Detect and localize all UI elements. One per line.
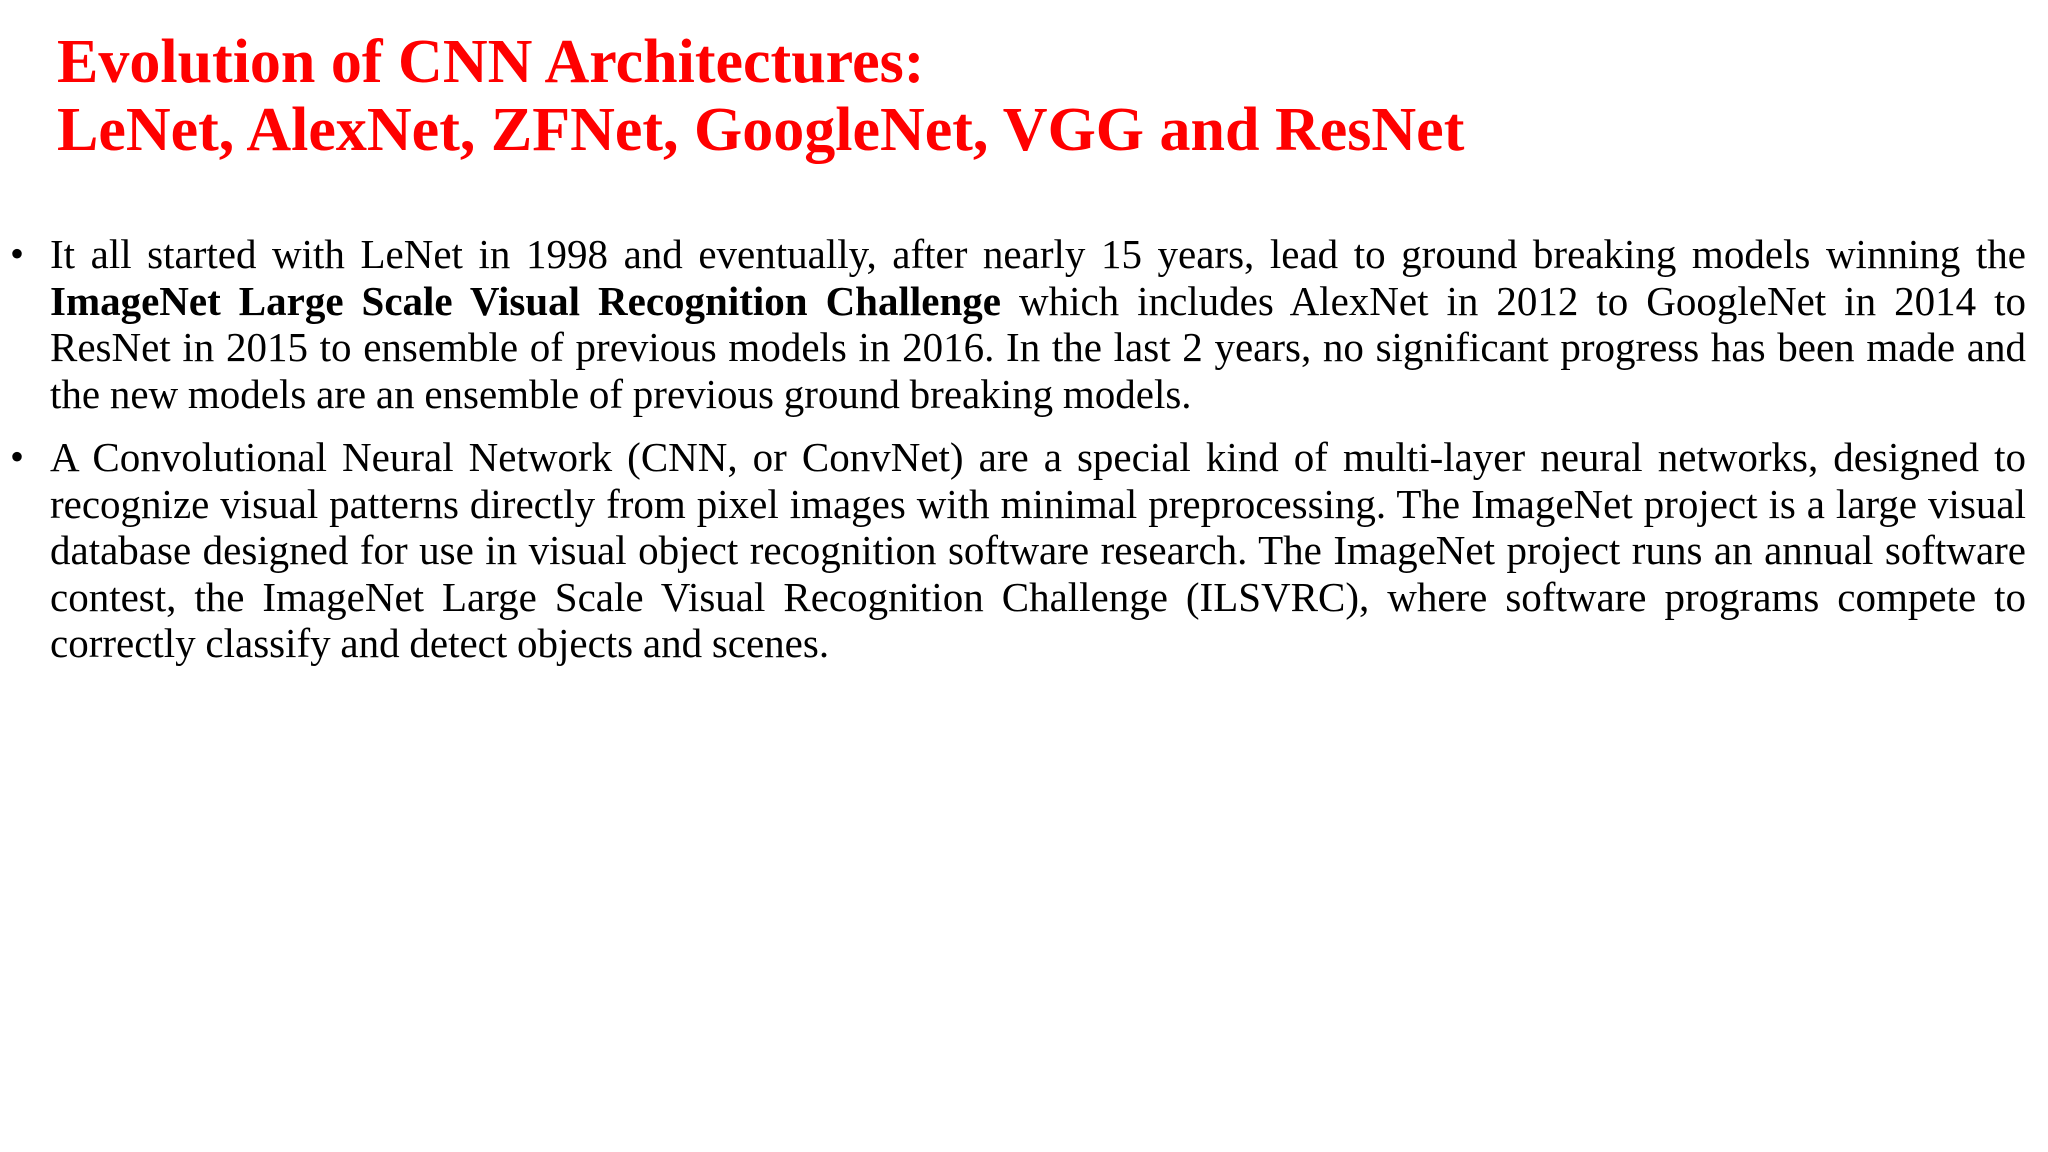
bullet-list [0, 231, 2048, 684]
title-line-1: Evolution of CNN Architectures: [57, 28, 925, 96]
bullet-text [50, 434, 2038, 667]
bullet-item [0, 231, 2048, 417]
slide-title [57, 28, 1957, 164]
bullet-point-icon: • [10, 434, 25, 479]
bullet-point-icon: • [10, 231, 25, 276]
bullet-text-rest: which includes AlexNet in 2012 to GoogleNet in 2014 to ResNet in 2015 to ensemble of previous models in 2016. In the last 2 years, no significant progress has been made and the new models are an ensemble of previous ground breaking models. [50, 277, 2026, 417]
title-line-2: LeNet, AlexNet, ZFNet, GoogleNet, VGG and ResNet [57, 96, 1465, 164]
bullet-text-emphasis: ImageNet Large Scale Visual Recognition Challenge [50, 277, 1001, 324]
bullet-item [0, 434, 2048, 667]
bullet-text-body: A Convolutional Neural Network (CNN, or ConvNet) are a special kind of multi-layer neural networks, designed to recognize visual patterns directly from pixel images with minimal preprocessing. The ImageNet project is a large visual database designed for use in visual object recognition software research. The ImageNet project runs an annual software contest, the ImageNet Large Scale Visual Recognition Challenge (ILSVRC), where software programs compete to correctly classify and detect objects and scenes. [50, 434, 2026, 666]
bullet-text [50, 231, 2038, 417]
bullet-text-intro: It all started with LeNet in 1998 and eventually, after nearly 15 years, lead to ground breaking models winning the [50, 231, 2026, 277]
